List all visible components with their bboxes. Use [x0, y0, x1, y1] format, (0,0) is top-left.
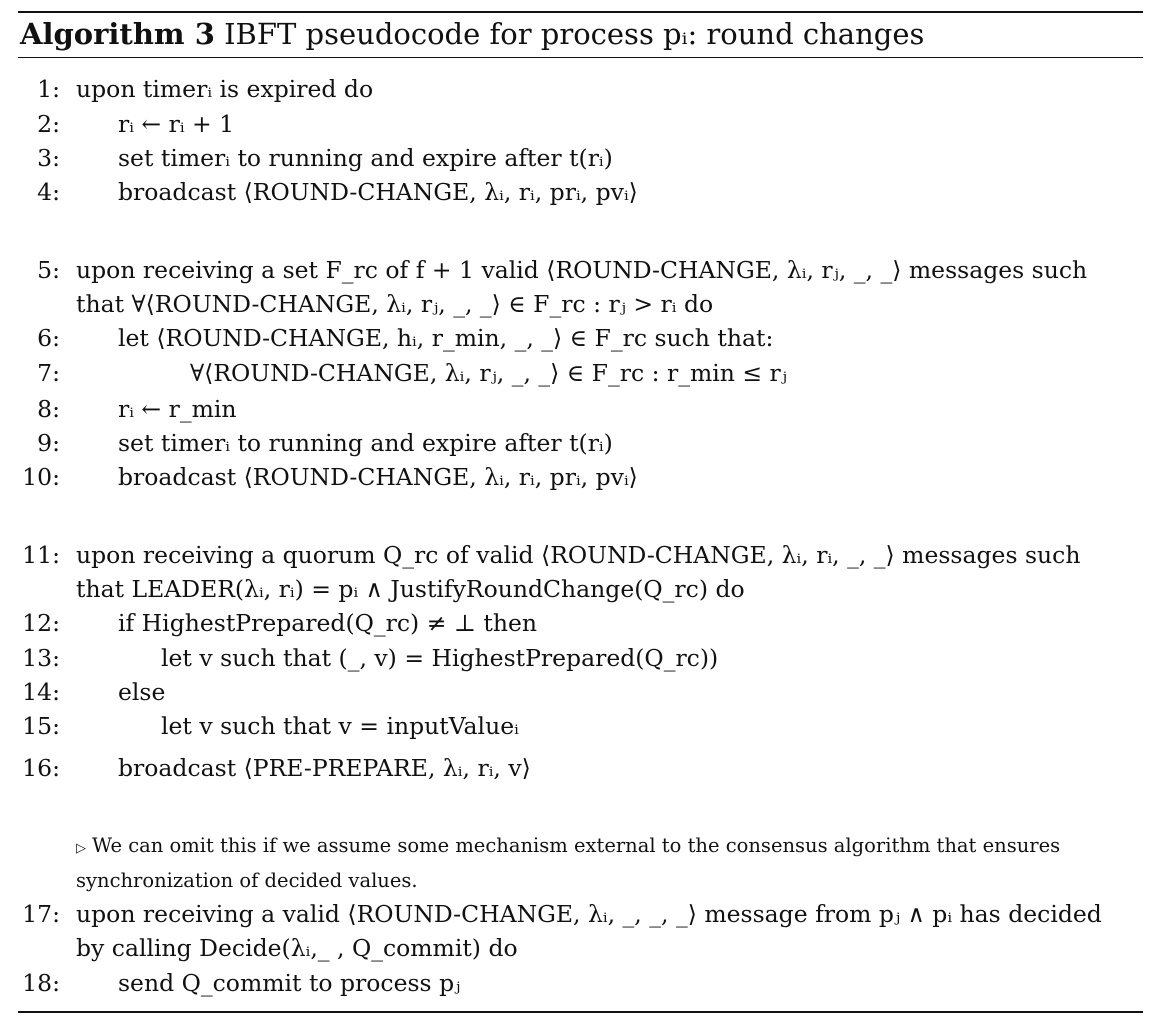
top-rule — [18, 11, 1143, 13]
line-number: 8: — [37, 395, 60, 423]
line-text: upon receiving a quorum Q_rc of valid ⟨ROUND-CHANGE, λᵢ, rᵢ, _, _⟩ messages such — [76, 541, 1081, 569]
line-text: that LEADER(λᵢ, rᵢ) = pᵢ ∧ JustifyRoundChange(Q_rc) do — [76, 575, 745, 603]
line-number: 18: — [22, 969, 60, 997]
line-text: that ∀⟨ROUND-CHANGE, λᵢ, rⱼ, _, _⟩ ∈ F_rc : rⱼ > rᵢ do — [76, 290, 714, 318]
line-text: set timerᵢ to running and expire after t(rᵢ) — [118, 429, 613, 457]
caption-title: IBFT pseudocode for process pᵢ: round changes — [224, 17, 925, 51]
comment-marker-icon: ▷ — [76, 841, 86, 856]
line-number: 3: — [37, 144, 60, 172]
bottom-rule — [18, 1011, 1143, 1013]
line-number: 15: — [22, 712, 60, 740]
line-text: upon receiving a valid ⟨ROUND-CHANGE, λᵢ, _, _, _⟩ message from pⱼ ∧ pᵢ has decided — [76, 900, 1102, 928]
line-text: send Q_commit to process pⱼ — [118, 969, 461, 997]
line-number: 6: — [37, 324, 60, 352]
line-text: broadcast ⟨ROUND-CHANGE, λᵢ, rᵢ, prᵢ, pvᵢ⟩ — [118, 178, 638, 206]
line-number: 17: — [22, 900, 60, 928]
line-number: 5: — [37, 256, 60, 284]
line-text: upon timerᵢ is expired do — [76, 75, 374, 103]
line-text: ∀⟨ROUND-CHANGE, λᵢ, rⱼ, _, _⟩ ∈ F_rc : r_min ≤ rⱼ — [190, 359, 787, 387]
line-number: 2: — [37, 110, 60, 138]
line-text: broadcast ⟨ROUND-CHANGE, λᵢ, rᵢ, prᵢ, pvᵢ⟩ — [118, 463, 638, 491]
line-text: by calling Decide(λᵢ,_ , Q_commit) do — [76, 934, 518, 962]
comment-text: We can omit this if we assume some mechanism external to the consensus algorithm that ensures — [92, 834, 1061, 857]
line-text: let v such that v = inputValueᵢ — [161, 712, 519, 740]
line-text: set timerᵢ to running and expire after t(rᵢ) — [118, 144, 613, 172]
line-text: if HighestPrepared(Q_rc) ≠ ⊥ then — [118, 609, 538, 637]
line-number: 10: — [22, 463, 60, 491]
algorithm-caption — [20, 16, 924, 52]
line-text: upon receiving a set F_rc of f + 1 valid ⟨ROUND-CHANGE, λᵢ, rⱼ, _, _⟩ messages such — [76, 256, 1088, 284]
line-number: 9: — [37, 429, 60, 457]
line-number: 4: — [37, 178, 60, 206]
line-text: rᵢ ← rᵢ + 1 — [118, 110, 235, 138]
comment-text: synchronization of decided values. — [76, 869, 418, 892]
line-text: broadcast ⟨PRE-PREPARE, λᵢ, rᵢ, v⟩ — [118, 754, 531, 782]
algorithm-figure — [18, 0, 1143, 1024]
line-number: 11: — [22, 541, 60, 569]
line-number: 7: — [37, 359, 60, 387]
line-text: rᵢ ← r_min — [118, 395, 237, 423]
line-number: 13: — [22, 644, 60, 672]
algorithm-comment — [76, 829, 1060, 866]
line-text: let v such that (_, v) = HighestPrepared(Q_rc)) — [161, 644, 719, 672]
line-text: let ⟨ROUND-CHANGE, hᵢ, r_min, _, _⟩ ∈ F_rc such that: — [118, 324, 774, 352]
caption-label: Algorithm 3 — [20, 17, 215, 51]
line-number: 16: — [22, 754, 60, 782]
line-number: 14: — [22, 678, 60, 706]
caption-rule — [18, 57, 1143, 58]
line-number: 12: — [22, 609, 60, 637]
line-number: 1: — [37, 75, 60, 103]
line-text: else — [118, 678, 166, 706]
algorithm-comment-continuation — [76, 864, 418, 898]
